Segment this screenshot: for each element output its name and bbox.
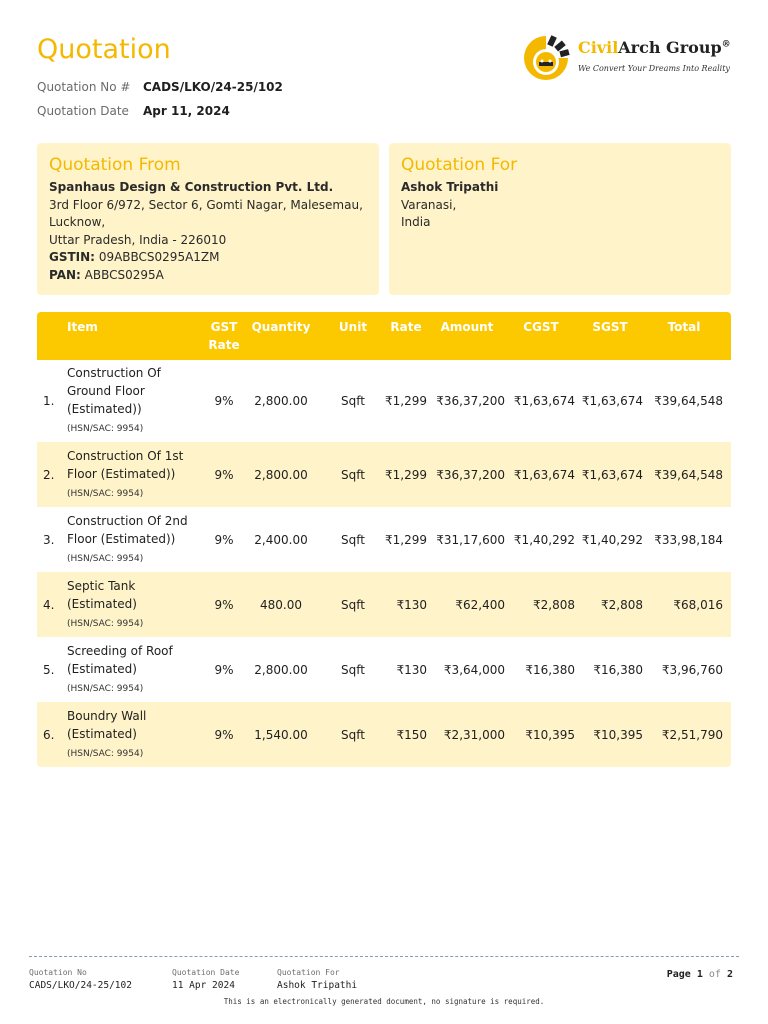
row-amount: ₹3,64,000 [443, 662, 505, 677]
item-name: Construction Of 2nd Floor (Estimated)) [67, 513, 188, 546]
table-row [37, 360, 731, 442]
row-item [67, 507, 207, 572]
quotation-date-label: Quotation Date [37, 104, 129, 118]
row-amount: ₹36,37,200 [429, 442, 507, 507]
row-cgst: ₹1,63,674 [507, 442, 577, 507]
logo-wordmark: CivilArch Group® [578, 38, 731, 57]
row-sgst: ₹16,380 [593, 662, 643, 677]
row-rate: ₹130 [385, 572, 429, 637]
header-unit: Unit [321, 312, 385, 360]
page-title: Quotation [37, 34, 171, 65]
item-hsn: (HSN/SAC: 9954) [67, 683, 144, 694]
row-rate: ₹150 [385, 702, 429, 767]
quotation-from-heading: Quotation From [49, 155, 181, 175]
row-quantity: 2,800.00 [254, 662, 308, 677]
header-gst-rate: GST Rate [207, 312, 241, 360]
header-index [37, 312, 67, 360]
from-address-line: 3rd Floor 6/972, Sector 6, Gomti Nagar, Malesemau, [49, 197, 363, 212]
item-hsn: (HSN/SAC: 9954) [67, 618, 144, 629]
row-cgst: ₹2,808 [507, 572, 577, 637]
table-row [37, 507, 731, 572]
quotation-date-value: Apr 11, 2024 [143, 104, 230, 118]
row-total: ₹39,64,548 [645, 442, 731, 507]
header-rate: Rate [385, 312, 429, 360]
row-item [67, 702, 207, 767]
row-item [67, 360, 207, 442]
row-cgst: ₹1,63,674 [513, 394, 575, 408]
row-index: 2. [37, 442, 67, 507]
row-rate: ₹1,299 [385, 394, 427, 408]
row-cgst: ₹10,395 [507, 702, 577, 767]
row-unit: Sqft [321, 702, 385, 767]
row-gst: 9% [207, 442, 241, 507]
row-unit: Sqft [321, 442, 385, 507]
page-indicator: Page 1 of 2 [666, 969, 733, 980]
item-name: Septic Tank (Estimated) [67, 578, 137, 611]
table-header-row [37, 312, 731, 360]
row-amount: ₹62,400 [429, 572, 507, 637]
table-row [37, 637, 731, 702]
from-gstin: GSTIN: 09ABBCS0295A1ZM [49, 250, 220, 264]
row-total: ₹33,98,184 [654, 532, 723, 547]
client-name: Ashok Tripathi [401, 180, 499, 194]
row-cgst: ₹1,40,292 [513, 532, 575, 547]
item-hsn: (HSN/SAC: 9954) [67, 424, 144, 434]
header-sgst: SGST [577, 312, 645, 360]
row-amount: ₹2,31,000 [429, 702, 507, 767]
header-cgst: CGST [507, 312, 577, 360]
footer-quotation-for: Quotation For Ashok Tripathi [277, 968, 358, 991]
row-rate: ₹1,299 [385, 532, 427, 547]
item-name: Construction Of Ground Floor (Estimated)) [67, 366, 161, 416]
row-index: 5. [43, 662, 55, 677]
client-address-line: India [401, 215, 431, 229]
row-sgst: ₹10,395 [577, 702, 645, 767]
footer-disclaimer: This is an electronically generated document, no signature is required. [223, 997, 545, 1006]
row-sgst: ₹1,63,674 [581, 394, 643, 408]
item-hsn: (HSN/SAC: 9954) [67, 488, 144, 499]
row-item [67, 442, 207, 507]
quotation-number-row [37, 80, 283, 94]
row-rate: ₹130 [396, 662, 427, 677]
row-item [67, 572, 207, 637]
row-unit: Sqft [341, 662, 365, 677]
header-amount: Amount [429, 312, 507, 360]
row-gst: 9% [214, 532, 234, 547]
header-total: Total [645, 312, 731, 360]
row-quantity: 1,540.00 [241, 702, 321, 767]
row-cgst: ₹16,380 [525, 662, 575, 677]
table-row [37, 702, 731, 767]
footer-quotation-number: Quotation No CADS/LKO/24-25/102 [29, 968, 132, 991]
item-name: Screeding of Roof (Estimated) [67, 643, 173, 676]
row-gst: 9% [214, 394, 234, 408]
item-hsn: (HSN/SAC: 9954) [67, 553, 144, 564]
row-unit: Sqft [341, 394, 365, 408]
row-total: ₹39,64,548 [654, 394, 723, 408]
table-row [37, 442, 731, 507]
row-unit: Sqft [341, 532, 365, 547]
item-name: Boundry Wall (Estimated) [67, 708, 147, 741]
footer-divider [29, 956, 739, 957]
row-sgst: ₹2,808 [577, 572, 645, 637]
item-hsn: (HSN/SAC: 9954) [67, 748, 144, 759]
row-sgst: ₹1,40,292 [581, 532, 643, 547]
items-table [37, 312, 731, 767]
row-quantity: 2,800.00 [241, 442, 321, 507]
row-sgst: ₹1,63,674 [577, 442, 645, 507]
row-gst: 9% [207, 702, 241, 767]
row-unit: Sqft [321, 572, 385, 637]
logo-emblem-icon [520, 32, 572, 84]
client-address-line: Varanasi, [401, 197, 457, 212]
from-address-line: Lucknow, [49, 215, 106, 229]
quotation-date-row [37, 104, 230, 118]
quotation-from-card [37, 143, 379, 295]
row-item [67, 637, 207, 702]
row-quantity: 2,400.00 [254, 532, 308, 547]
quotation-for-card [389, 143, 731, 295]
row-quantity: 2,800.00 [254, 394, 308, 408]
header-item: Item [67, 312, 207, 360]
row-gst: 9% [214, 662, 234, 677]
company-logo [520, 32, 740, 84]
row-amount: ₹31,17,600 [436, 532, 505, 547]
row-index: 6. [37, 702, 67, 767]
row-index: 4. [37, 572, 67, 637]
item-name: Construction Of 1st Floor (Estimated)) [67, 448, 184, 481]
row-rate: ₹1,299 [385, 442, 429, 507]
row-gst: 9% [207, 572, 241, 637]
quotation-number-label: Quotation No # [37, 80, 131, 94]
footer-quotation-date: Quotation Date 11 Apr 2024 [172, 968, 240, 991]
quotation-for-heading: Quotation For [401, 155, 518, 175]
logo-tagline: We Convert Your Dreams Into Reality [578, 64, 730, 73]
row-quantity: 480.00 [241, 572, 321, 637]
row-total: ₹68,016 [645, 572, 731, 637]
from-address-line: Uttar Pradesh, India - 226010 [49, 232, 227, 247]
row-amount: ₹36,37,200 [436, 394, 505, 408]
row-index: 3. [43, 532, 55, 547]
row-index: 1. [43, 394, 55, 408]
quotation-number-value: CADS/LKO/24-25/102 [143, 80, 283, 94]
row-total: ₹3,96,760 [661, 662, 723, 677]
from-pan: PAN: ABBCS0295A [49, 267, 164, 282]
table-row [37, 572, 731, 637]
from-company-name: Spanhaus Design & Construction Pvt. Ltd. [49, 180, 334, 194]
header-quantity: Quantity [241, 312, 321, 360]
row-total: ₹2,51,790 [645, 702, 731, 767]
